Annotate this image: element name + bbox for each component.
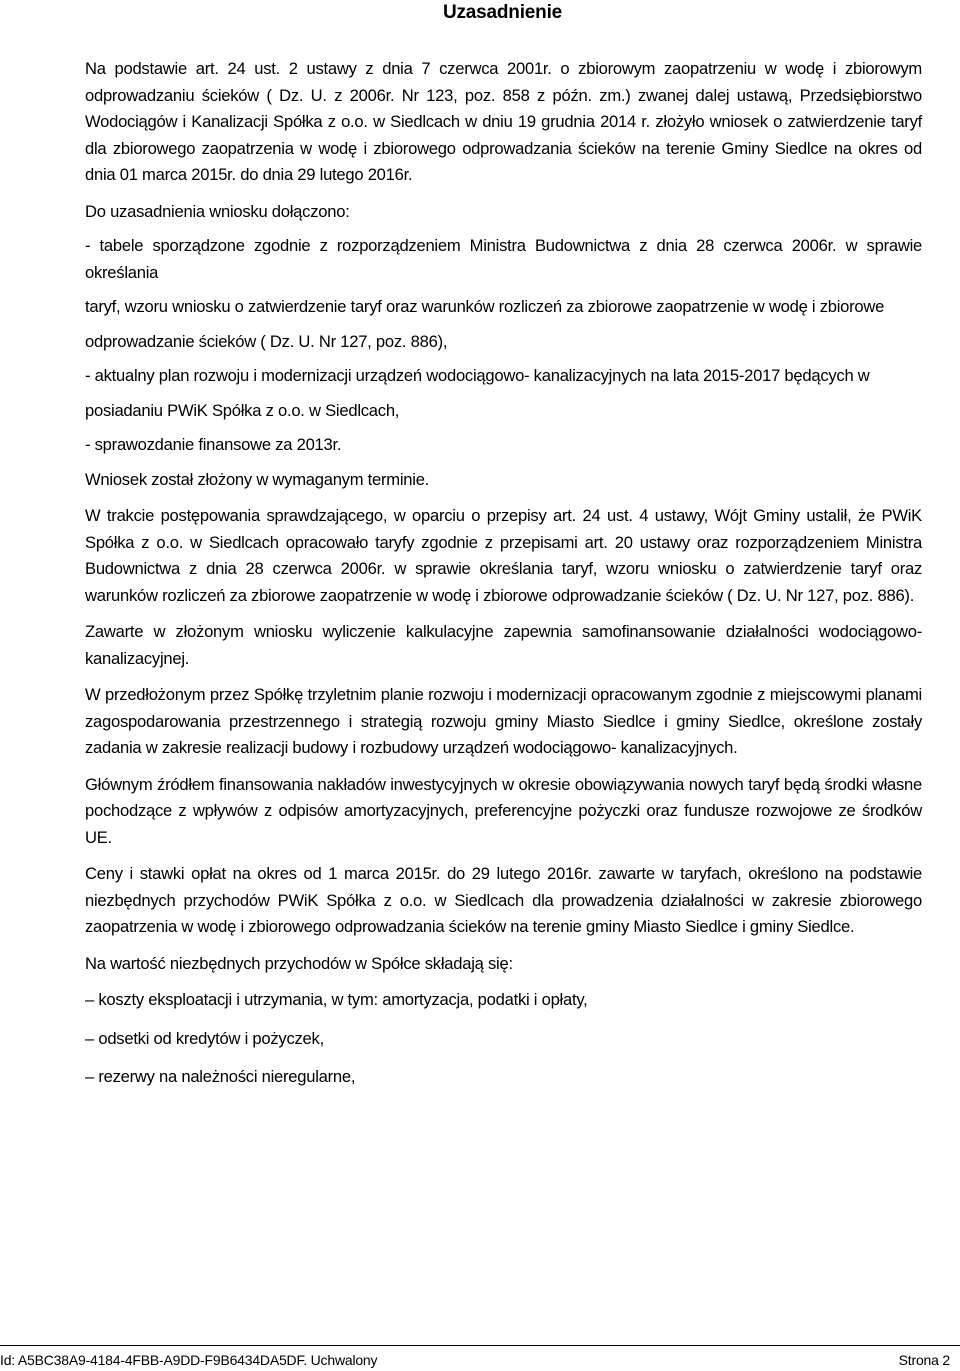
list-item: – odsetki od kredytów i pożyczek, <box>85 1028 324 1048</box>
revenue-components-list <box>85 987 922 1091</box>
attachment-item-plan: - aktualny plan rozwoju i modernizacji urządzeń wodociągowo- kanalizacyjnych na lata 2015-2017 będących w <box>85 366 870 385</box>
paragraph-financing-source: Głównym źródłem finansowania nakładów inwestycyjnych w okresie obowiązywania nowych taryf będą środki własne pochodzące z wpływów z odpisów amortyzacyjnych, preferencyjne pożyczki oraz fundusze rozwojowe ze środków UE. <box>85 774 922 847</box>
paragraph-prices: Ceny i stawki opłat na okres od 1 marca 2015r. do 29 lutego 2016r. zawarte w taryfach, określono na podstawie niezbędnych przychodów PWiK Spółka z o.o. w Siedlcach dla prowadzenia działalności w zakresie zbiorowego zaopatrzenia w wodę i zbiorowego odprowadzania ścieków na terenie gminy Miasto Siedlce i gminy Siedlce. <box>85 864 922 936</box>
attachment-item-tables-cont-1: taryf, wzoru wniosku o zatwierdzenie taryf oraz warunków rozliczeń za zbiorowe zaopatrzenie w wodę i zbiorowe <box>85 297 885 316</box>
footer-divider <box>0 1345 960 1346</box>
attachment-item-tables-cont-2: odprowadzanie ścieków ( Dz. U. Nr 127, poz. 886), <box>85 331 448 351</box>
document-body <box>85 56 922 1103</box>
paragraph-deadline: Wniosek został złożony w wymaganym terminie. <box>85 469 430 489</box>
paragraph-intro: Na podstawie art. 24 ust. 2 ustawy z dnia 7 czerwca 2001r. o zbiorowym zaopatrzeniu w wodę i zbiorowym odprowadzaniu ścieków ( Dz. U. z 2006r. Nr 123, poz. 858 z późn. zm.) zwanej dalej ustawą, Przedsiębiorstwo Wodociągów i Kanalizacji Spółka z o.o. w Siedlcach w dniu 19 grudnia 2014 r. złożyło wniosek o zatwierdzenie taryf dla zbiorowego zaopatrzenia w wodę i zbiorowego odprowadzania ścieków na terenie Gminy Siedlce na okres od dnia 01 marca 2015r. do dnia 29 lutego 2016r. <box>85 59 922 184</box>
document-title: Uzasadnienie <box>442 2 563 23</box>
paragraph-revenue-intro: Na wartość niezbędnych przychodów w Spółce składają się: <box>85 953 513 973</box>
paragraph-verification: W trakcie postępowania sprawdzającego, w oparciu o przepisy art. 24 ust. 4 ustawy, Wójt Gminy ustalił, że PWiK Spółka z o.o. w Siedlcach opracowało taryfy zgodnie z przepisami art. 20 ustawy oraz rozporządzeniem Ministra Budownictwa z dnia 28 czerwca 2006r. w sprawie określania taryf, wzoru wniosku o zatwierdzenie taryf oraz warunków rozliczeń za zbiorowe zaopatrzenie w wodę i zbiorowe odprowadzanie ścieków ( Dz. U. Nr 127, poz. 886). <box>85 506 922 605</box>
paragraph-development-plan: W przedłożonym przez Spółkę trzyletnim planie rozwoju i modernizacji opracowanym zgodnie z miejscowymi planami zagospodarowania przestrzennego i strategią rozwoju gminy Miasto Siedlce i gminy Siedlce, określone zostały zadania w zakresie realizacji budowy i rozbudowy urządzeń wodociągowo- kanalizacyjnych. <box>85 685 922 757</box>
attachment-item-plan-cont: posiadaniu PWiK Spółka z o.o. w Siedlcach, <box>85 400 400 420</box>
attachment-item-tables: - tabele sporządzone zgodnie z rozporządzeniem Ministra Budownictwa z dnia 28 czerwca 2006r. w sprawie określania <box>85 236 922 282</box>
paragraph-attachments-intro: Do uzasadnienia wniosku dołączono: <box>85 201 350 221</box>
list-item: – rezerwy na należności nieregularne, <box>85 1067 356 1086</box>
footer-page-number: Strona 2 <box>898 1352 950 1368</box>
paragraph-self-financing: Zawarte w złożonym wniosku wyliczenie kalkulacyjne zapewnia samofinansowanie działalności wodociągowo- kanalizacyjnej. <box>85 622 922 668</box>
attachment-item-report: - sprawozdanie finansowe za 2013r. <box>85 435 342 454</box>
footer-document-id: Id: A5BC38A9-4184-4FBB-A9DD-F9B6434DA5DF. Uchwalony <box>0 1352 378 1368</box>
list-item: – koszty eksploatacji i utrzymania, w tym: amortyzacja, podatki i opłaty, <box>85 990 588 1009</box>
